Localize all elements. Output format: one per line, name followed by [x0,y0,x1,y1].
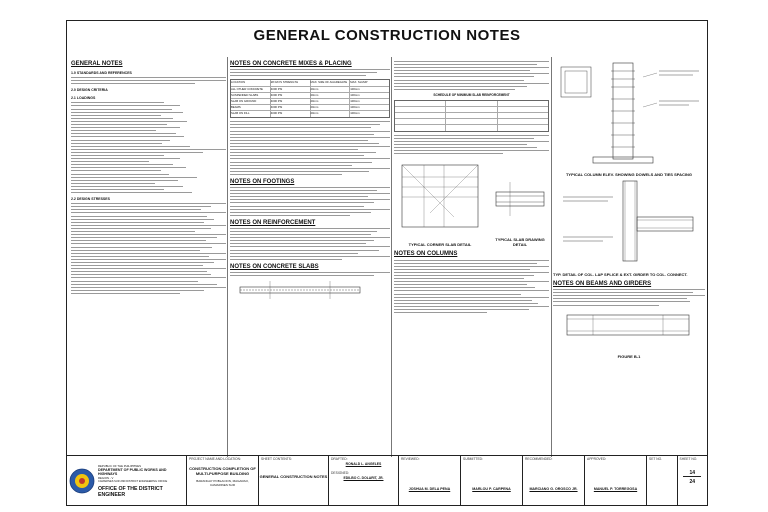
title-block [67,455,707,505]
standards-subheading: 1.0 STANDARDS AND REFERENCES [71,71,132,75]
slab-detail-figure [230,279,380,303]
reviewed-by: JOSHUA M. DELA PENA [408,487,451,491]
sheet-number: 14 [683,470,701,477]
text-block [394,260,549,314]
dpwh-logo-icon [69,468,95,494]
table-header: MAX. SLUMP [350,80,368,85]
table-cell: 100mm [350,93,360,98]
text-block [230,272,390,276]
slab-drawing-caption: TYPICAL SLAB DRAWING DETAIL [495,237,545,248]
slab-drawing-detail-figure [490,172,549,232]
loadings-subheading: 2.1 LOADINGS [71,96,96,101]
reviewed-block [399,456,461,505]
sheet-contents: GENERAL CONSTRUCTION NOTES [259,474,328,479]
lap-splice-figure [553,177,703,267]
table-cell: 20mm [311,87,351,92]
submitted-block [461,456,523,505]
sheet-contents-label: SHEET CONTENTS: [261,457,292,461]
project-name: CONSTRUCTION COMPLETION OF MULTI-PURPOSE BUILDING [189,466,256,476]
details-column [553,57,705,457]
drafted-designed-block [329,456,399,505]
table-cell: 100mm [350,111,360,116]
table-cell: 100mm [350,105,360,110]
table-header: MAX. SIZE OF AGGREGATE [311,80,351,86]
recommended-by: MARCIANO G. OROSCO JR. [529,487,578,491]
agency-region: REGION - V [98,475,114,480]
drafted-by: RONALD L. ANGELES [345,462,382,466]
text-block [71,77,226,84]
table-row [231,111,389,117]
recommended-label: RECOMMENDED: [525,457,553,461]
approved-block [585,456,647,505]
project-label: PROJECT NAME AND LOCATION: [189,457,241,461]
sheet-title: GENERAL CONSTRUCTION NOTES [253,27,521,44]
sheet-label: SHEET NO. [679,457,698,461]
table-cell: 4000 PSI [271,105,311,110]
table-cell: 4000 PSI [271,99,311,104]
text-block [71,102,226,193]
design-criteria-subheading: 2.0 DESIGN CRITERIA [71,88,108,93]
table-cell: 4000 PSI [271,111,311,117]
text-block [230,69,390,76]
concrete-strength-table [230,79,390,118]
designed-label: DESIGNED: [331,471,350,475]
concrete-slabs-heading: NOTES ON CONCRETE SLABS [230,263,319,270]
project-block [187,456,259,505]
table-header: 28 DAYS STRENGTH [271,80,311,86]
slab-columns-notes-column [394,57,549,457]
general-notes-heading: GENERAL NOTES [71,61,123,67]
sheet-contents-block [259,456,329,505]
sheet-number-block [647,456,707,505]
designed-by: EDILBO C. DOLARIT, JR. [343,476,384,480]
agency-name: DEPARTMENT OF PUBLIC WORKS AND HIGHWAYS [98,467,167,476]
table-cell: 4000 PSI [271,93,311,98]
column-divider [551,57,552,457]
table-cell: BEAMS [231,105,271,110]
text-block [71,203,226,294]
concrete-mixes-heading: NOTES ON CONCRETE MIXES & PLACING [230,61,352,67]
office-name: OFFICE OF THE DISTRICT ENGINEER [98,485,163,498]
table-cell: 20mm [311,111,351,117]
corner-slab-caption: TYPICAL CORNER SLAB DETAIL [408,242,472,248]
approved-by: MANUEL P. TORREGOSA [593,487,638,491]
table-cell: SUSPENDED SLABS [231,93,271,98]
lap-splice-caption: TYP. DETAIL OF COL. LAP SPLICE & EXT. GIRDER TO COL. CONNECT. [553,272,688,277]
figure-b1-caption: FIGURE B-1 [617,353,641,359]
column-elevation-figure [553,57,703,167]
sheet-total: 24 [689,479,696,485]
set-label: SET NO. [649,457,663,461]
recommended-block [523,456,585,505]
text-block [394,135,549,155]
table-cell: 20mm [311,99,351,104]
submitted-label: SUBMITTED: [463,457,483,461]
reinforcement-heading: NOTES ON REINFORCEMENT [230,219,316,226]
concrete-notes-column [230,57,390,457]
text-block [553,289,705,305]
text-block [230,228,390,260]
table-cell: 100mm [350,99,360,104]
text-block [230,187,390,216]
drawing-sheet [66,20,708,506]
column-elevation-caption: TYPICAL COLUMN ELEV. SHOWING DOWELS AND TIES SPACING [565,172,692,177]
table-cell: ALL OTHER CONCRETE [231,87,271,92]
reviewed-label: REVIEWED: [401,457,420,461]
corner-slab-detail-figure [394,157,486,237]
footings-heading: NOTES ON FOOTINGS [230,178,295,185]
columns-heading: NOTES ON COLUMNS [394,251,458,258]
project-location: BARANGAY POBLACION, MAGARAO, CAMARINES SUR [196,479,249,487]
table-cell: SLAB ON GROUND [231,99,271,104]
general-notes-column [71,57,226,457]
table-cell: SLAB ON FILL [231,111,271,117]
agency-line: REPUBLIC OF THE PHILIPPINES [98,463,142,468]
approved-label: APPROVED: [587,457,607,461]
beam-figure [553,309,703,349]
text-block [230,121,390,175]
drafted-label: DRAFTED: [331,457,348,461]
slab-reinforcement-table [394,100,549,132]
table-cell: 20mm [311,105,351,110]
column-divider [391,57,392,457]
text-block [394,61,549,90]
design-stresses-subheading: 2.2 DESIGN STRESSES [71,197,110,202]
column-divider [227,57,228,457]
table-cell: 100mm [350,87,360,92]
slab-schedule-title: SCHEDULE OF MINIMUM SLAB REINFORCEMENT [433,92,510,97]
beams-heading: NOTES ON BEAMS AND GIRDERS [553,281,652,287]
table-header: LOCATION [231,80,271,86]
table-cell: 4000 PSI [271,87,311,92]
agency-district: CAMARINES SUR 2ND DISTRICT ENGINEERING OFFICE [98,479,168,483]
table-row [395,125,548,131]
table-cell: 20mm [311,93,351,98]
agency-block [67,456,187,505]
submitted-by: MARLOU P. CARPENA [472,487,511,491]
